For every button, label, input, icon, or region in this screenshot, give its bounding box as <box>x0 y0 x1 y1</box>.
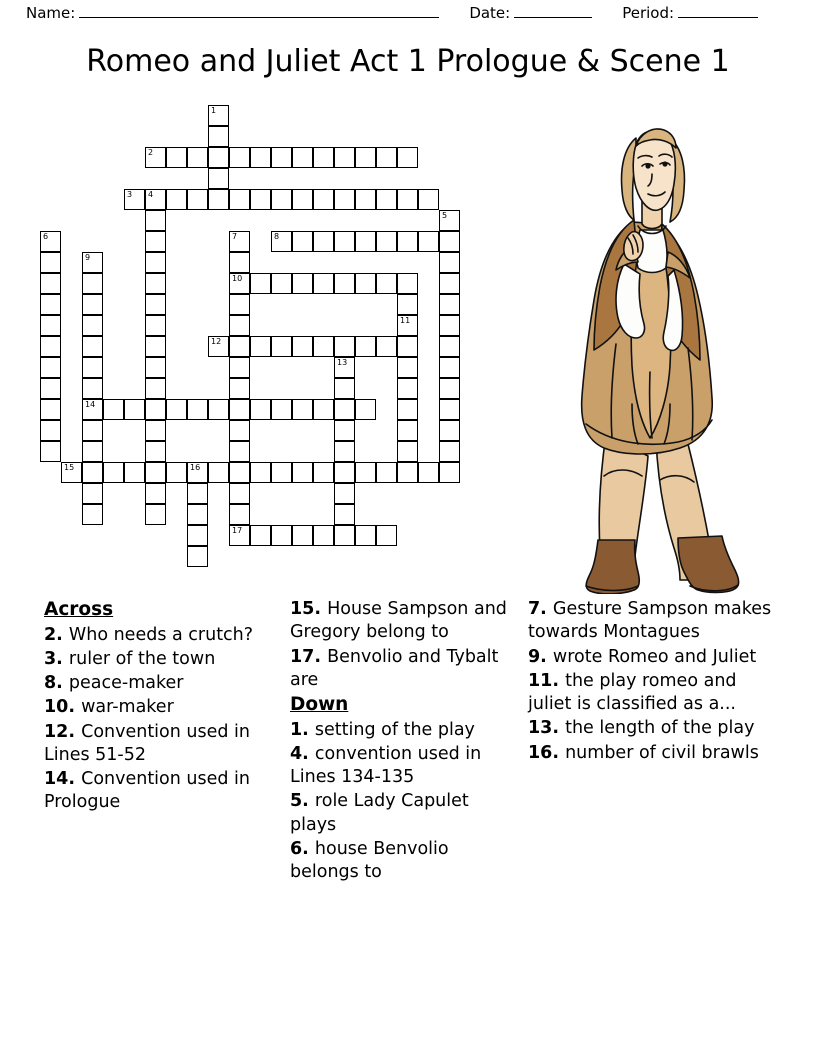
crossword-cell-number: 1 <box>211 106 217 115</box>
clue-number: 9. <box>528 646 553 667</box>
crossword-cell[interactable] <box>334 189 355 210</box>
crossword-cell-number: 13 <box>337 358 348 367</box>
crossword-cell[interactable] <box>145 147 166 168</box>
crossword-cell[interactable] <box>271 399 292 420</box>
crossword-cell[interactable] <box>145 315 166 336</box>
clue-number: 8. <box>44 673 69 694</box>
crossword-cell[interactable] <box>124 462 145 483</box>
crossword-cell[interactable] <box>229 504 250 525</box>
clue-lists <box>44 598 784 998</box>
clue-number: 13. <box>528 718 566 739</box>
crossword-cell[interactable] <box>292 189 313 210</box>
crossword-cell[interactable] <box>334 441 355 462</box>
crossword-cell[interactable] <box>334 420 355 441</box>
crossword-cell[interactable] <box>229 357 250 378</box>
crossword-cell[interactable] <box>439 378 460 399</box>
crossword-cell[interactable] <box>439 441 460 462</box>
crossword-cell[interactable] <box>439 231 460 252</box>
clue-number: 6. <box>290 838 315 859</box>
crossword-cell[interactable] <box>313 273 334 294</box>
crossword-cell[interactable] <box>82 315 103 336</box>
crossword-cell[interactable] <box>292 399 313 420</box>
crossword-cell[interactable] <box>229 231 250 252</box>
crossword-cell[interactable] <box>313 189 334 210</box>
crossword-cell[interactable] <box>376 462 397 483</box>
crossword-cell[interactable] <box>292 231 313 252</box>
crossword-cell[interactable] <box>82 336 103 357</box>
student-info-row <box>26 4 790 22</box>
crossword-cell[interactable] <box>187 483 208 504</box>
crossword-cell[interactable] <box>271 462 292 483</box>
crossword-cell[interactable] <box>103 462 124 483</box>
clue-number: 12. <box>44 721 82 742</box>
shakespearean-figure-illustration <box>528 104 778 594</box>
crossword-cell[interactable] <box>229 525 250 546</box>
crossword-cell[interactable] <box>166 462 187 483</box>
crossword-cell[interactable] <box>313 525 334 546</box>
crossword-cell[interactable] <box>229 441 250 462</box>
crossword-cell[interactable] <box>271 336 292 357</box>
crossword-cell[interactable] <box>355 462 376 483</box>
crossword-cell[interactable] <box>82 462 103 483</box>
crossword-cell[interactable] <box>376 336 397 357</box>
crossword-cell[interactable] <box>376 189 397 210</box>
crossword-cell[interactable] <box>334 357 355 378</box>
crossword-cell[interactable] <box>355 525 376 546</box>
crossword-cell-number: 17 <box>232 526 243 535</box>
crossword-cell[interactable] <box>397 462 418 483</box>
crossword-cell-number: 2 <box>148 148 154 157</box>
crossword-cell[interactable] <box>439 315 460 336</box>
crossword-cell[interactable] <box>208 399 229 420</box>
crossword-cell[interactable] <box>334 231 355 252</box>
crossword-cell[interactable] <box>187 546 208 567</box>
crossword-cell[interactable] <box>145 357 166 378</box>
clue-across-8: 8. peace-maker <box>44 673 184 694</box>
crossword-cell[interactable] <box>250 336 271 357</box>
crossword-cell[interactable] <box>229 420 250 441</box>
clue-down-9: 9. wrote Romeo and Juliet <box>528 646 757 667</box>
crossword-cell[interactable] <box>250 399 271 420</box>
crossword-cell-number: 16 <box>190 463 201 472</box>
crossword-cell[interactable] <box>334 336 355 357</box>
clue-down-1: 1. setting of the play <box>290 719 475 740</box>
crossword-cell[interactable] <box>397 441 418 462</box>
clue-across-3: 3. ruler of the town <box>44 648 216 669</box>
across-heading: Across <box>44 599 114 620</box>
crossword-cell[interactable] <box>82 273 103 294</box>
crossword-cell[interactable] <box>82 252 103 273</box>
crossword-cell[interactable] <box>397 147 418 168</box>
crossword-cell[interactable] <box>397 294 418 315</box>
crossword-cell[interactable] <box>313 147 334 168</box>
crossword-cell[interactable] <box>313 231 334 252</box>
crossword-cell[interactable] <box>334 504 355 525</box>
crossword-cell[interactable] <box>229 378 250 399</box>
crossword-cell-number: 10 <box>232 274 243 283</box>
crossword-cell-number: 14 <box>85 400 96 409</box>
crossword-cell[interactable] <box>376 525 397 546</box>
crossword-cell[interactable] <box>40 399 61 420</box>
crossword-cell[interactable] <box>40 357 61 378</box>
crossword-cell[interactable] <box>418 231 439 252</box>
clue-number: 2. <box>44 624 69 645</box>
down-heading: Down <box>290 694 349 716</box>
crossword-cell[interactable] <box>229 147 250 168</box>
crossword-cell-number: 3 <box>127 190 133 199</box>
crossword-cell[interactable] <box>82 357 103 378</box>
crossword-cell[interactable] <box>82 420 103 441</box>
crossword-cell[interactable] <box>40 252 61 273</box>
crossword-cell[interactable] <box>292 147 313 168</box>
crossword-cell[interactable] <box>271 231 292 252</box>
crossword-cell[interactable] <box>40 378 61 399</box>
crossword-cell[interactable] <box>250 147 271 168</box>
crossword-cell[interactable] <box>187 462 208 483</box>
crossword-cell[interactable] <box>145 189 166 210</box>
crossword-cell[interactable] <box>40 315 61 336</box>
clue-across-2: 2. Who needs a crutch? <box>44 624 254 645</box>
crossword-cell[interactable] <box>271 189 292 210</box>
crossword-cell[interactable] <box>187 189 208 210</box>
clue-down-13: 13. the length of the play <box>528 718 755 739</box>
crossword-cell[interactable] <box>439 462 460 483</box>
crossword-cell[interactable] <box>145 420 166 441</box>
crossword-cell[interactable] <box>271 147 292 168</box>
clue-number: 17. <box>290 646 328 667</box>
clue-across-17: 17. Benvolio and Tybalt are <box>290 646 499 690</box>
crossword-cell[interactable] <box>124 189 145 210</box>
crossword-cell[interactable] <box>145 378 166 399</box>
crossword-cell[interactable] <box>82 504 103 525</box>
crossword-cell[interactable] <box>418 462 439 483</box>
crossword-cell-number: 4 <box>148 190 154 199</box>
clue-number: 11. <box>528 670 566 691</box>
crossword-cell[interactable] <box>229 336 250 357</box>
crossword-grid[interactable] <box>40 105 520 595</box>
crossword-cell[interactable] <box>208 147 229 168</box>
crossword-cell[interactable] <box>292 525 313 546</box>
crossword-cell[interactable] <box>145 252 166 273</box>
name-write-in-line[interactable] <box>79 5 439 18</box>
period-label: Period: <box>622 4 675 22</box>
crossword-cell[interactable] <box>397 273 418 294</box>
crossword-cell[interactable] <box>397 399 418 420</box>
crossword-cell-number: 6 <box>43 232 49 241</box>
crossword-cell[interactable] <box>334 273 355 294</box>
crossword-cell[interactable] <box>82 483 103 504</box>
crossword-cell[interactable] <box>439 420 460 441</box>
crossword-cell[interactable] <box>166 399 187 420</box>
clue-across-10: 10. war-maker <box>44 697 174 718</box>
crossword-cell[interactable] <box>376 231 397 252</box>
clue-down-5: 5. role Lady Capulet plays <box>290 791 469 835</box>
crossword-cell[interactable] <box>82 441 103 462</box>
crossword-cell[interactable] <box>376 147 397 168</box>
crossword-cell[interactable] <box>145 210 166 231</box>
clue-column-2 <box>290 598 512 886</box>
crossword-cell[interactable] <box>103 399 124 420</box>
crossword-cell[interactable] <box>355 273 376 294</box>
crossword-cell[interactable] <box>250 189 271 210</box>
crossword-cell[interactable] <box>82 399 103 420</box>
crossword-cell[interactable] <box>334 147 355 168</box>
clue-number: 14. <box>44 769 82 790</box>
crossword-cell[interactable] <box>40 336 61 357</box>
crossword-cell[interactable] <box>145 462 166 483</box>
crossword-cell[interactable] <box>229 399 250 420</box>
crossword-cell[interactable] <box>82 294 103 315</box>
clue-number: 3. <box>44 648 69 669</box>
crossword-cell[interactable] <box>229 273 250 294</box>
clue-column-1 <box>44 598 276 816</box>
crossword-cell[interactable] <box>334 525 355 546</box>
crossword-cell[interactable] <box>40 420 61 441</box>
crossword-cell[interactable] <box>145 336 166 357</box>
crossword-cell[interactable] <box>355 231 376 252</box>
crossword-cell[interactable] <box>208 126 229 147</box>
crossword-cell[interactable] <box>376 273 397 294</box>
crossword-cell[interactable] <box>229 294 250 315</box>
crossword-cell-number: 5 <box>442 211 448 220</box>
crossword-cell[interactable] <box>124 399 145 420</box>
crossword-cell[interactable] <box>187 399 208 420</box>
crossword-cell[interactable] <box>292 462 313 483</box>
crossword-cell[interactable] <box>334 483 355 504</box>
clue-across-12: 12. Convention used in Lines 51-52 <box>44 721 251 765</box>
crossword-cell[interactable] <box>145 399 166 420</box>
crossword-cell[interactable] <box>40 441 61 462</box>
crossword-cell[interactable] <box>250 462 271 483</box>
crossword-cell[interactable] <box>166 189 187 210</box>
crossword-cell[interactable] <box>208 462 229 483</box>
crossword-cell[interactable] <box>40 294 61 315</box>
crossword-cell-number: 12 <box>211 337 222 346</box>
clue-down-7: 7. Gesture Sampson makes towards Montagues <box>528 599 772 643</box>
crossword-cell-number: 9 <box>85 253 91 262</box>
crossword-cell[interactable] <box>271 525 292 546</box>
crossword-cell[interactable] <box>208 189 229 210</box>
crossword-cell[interactable] <box>61 462 82 483</box>
clue-number: 16. <box>528 742 566 763</box>
crossword-cell[interactable] <box>439 210 460 231</box>
clue-down-6: 6. house Benvolio belongs to <box>290 838 449 883</box>
clue-number: 7. <box>528 599 553 619</box>
crossword-cell[interactable] <box>397 189 418 210</box>
crossword-cell[interactable] <box>82 378 103 399</box>
date-write-in-line[interactable] <box>514 5 592 18</box>
crossword-cell[interactable] <box>313 399 334 420</box>
crossword-cell[interactable] <box>187 147 208 168</box>
crossword-cell[interactable] <box>355 336 376 357</box>
crossword-cell[interactable] <box>292 336 313 357</box>
crossword-cell[interactable] <box>397 231 418 252</box>
clue-number: 15. <box>290 599 328 619</box>
crossword-cell[interactable] <box>229 252 250 273</box>
crossword-cell-number: 15 <box>64 463 75 472</box>
crossword-cell[interactable] <box>40 273 61 294</box>
crossword-cell[interactable] <box>439 399 460 420</box>
crossword-cell[interactable] <box>334 399 355 420</box>
crossword-cell[interactable] <box>418 189 439 210</box>
crossword-cell[interactable] <box>229 189 250 210</box>
crossword-cell[interactable] <box>313 336 334 357</box>
crossword-cell[interactable] <box>250 273 271 294</box>
clue-number: 10. <box>44 697 82 718</box>
clue-number: 5. <box>290 791 315 812</box>
date-label: Date: <box>469 4 511 22</box>
crossword-cell[interactable] <box>229 483 250 504</box>
crossword-cell[interactable] <box>334 462 355 483</box>
crossword-cell[interactable] <box>145 231 166 252</box>
clue-across-15: 15. House Sampson and Gregory belong to <box>290 599 507 643</box>
crossword-cell[interactable] <box>271 273 292 294</box>
crossword-cell[interactable] <box>397 315 418 336</box>
clue-across-14: 14. Convention used in Prologue <box>44 769 251 813</box>
page-title: Romeo and Juliet Act 1 Prologue & Scene 1 <box>86 44 730 79</box>
crossword-cell[interactable] <box>187 525 208 546</box>
crossword-cell[interactable] <box>439 273 460 294</box>
crossword-cell[interactable] <box>439 336 460 357</box>
crossword-cell[interactable] <box>145 504 166 525</box>
crossword-cell[interactable] <box>355 399 376 420</box>
crossword-cell[interactable] <box>292 273 313 294</box>
clue-number: 1. <box>290 719 315 740</box>
crossword-cell[interactable] <box>397 420 418 441</box>
crossword-cell[interactable] <box>439 357 460 378</box>
crossword-cell[interactable] <box>145 441 166 462</box>
crossword-cell[interactable] <box>229 315 250 336</box>
crossword-cell[interactable] <box>229 462 250 483</box>
crossword-cell[interactable] <box>397 336 418 357</box>
crossword-cell[interactable] <box>355 189 376 210</box>
crossword-cell[interactable] <box>397 378 418 399</box>
clue-column-3 <box>528 598 776 766</box>
clue-number: 4. <box>290 743 315 764</box>
crossword-cell[interactable] <box>208 168 229 189</box>
crossword-cell[interactable] <box>145 273 166 294</box>
crossword-cell-number: 7 <box>232 232 238 241</box>
crossword-cell[interactable] <box>145 294 166 315</box>
clue-down-4: 4. convention used in Lines 134-135 <box>290 743 482 788</box>
crossword-cell[interactable] <box>40 231 61 252</box>
crossword-cell[interactable] <box>313 462 334 483</box>
crossword-cell[interactable] <box>439 252 460 273</box>
crossword-cell[interactable] <box>334 378 355 399</box>
crossword-cell[interactable] <box>208 336 229 357</box>
period-write-in-line[interactable] <box>678 5 758 18</box>
crossword-cell[interactable] <box>145 483 166 504</box>
crossword-cell-number: 8 <box>274 232 280 241</box>
crossword-cell[interactable] <box>397 357 418 378</box>
crossword-cell[interactable] <box>355 147 376 168</box>
name-label: Name: <box>26 4 76 22</box>
crossword-cell-number: 11 <box>400 316 411 325</box>
clue-down-11: 11. the play romeo and juliet is classified as a... <box>528 670 737 715</box>
crossword-cell[interactable] <box>166 147 187 168</box>
crossword-cell[interactable] <box>439 294 460 315</box>
crossword-cell[interactable] <box>208 105 229 126</box>
crossword-cell[interactable] <box>187 504 208 525</box>
crossword-cell[interactable] <box>250 525 271 546</box>
clue-down-16: 16. number of civil brawls <box>528 742 759 763</box>
